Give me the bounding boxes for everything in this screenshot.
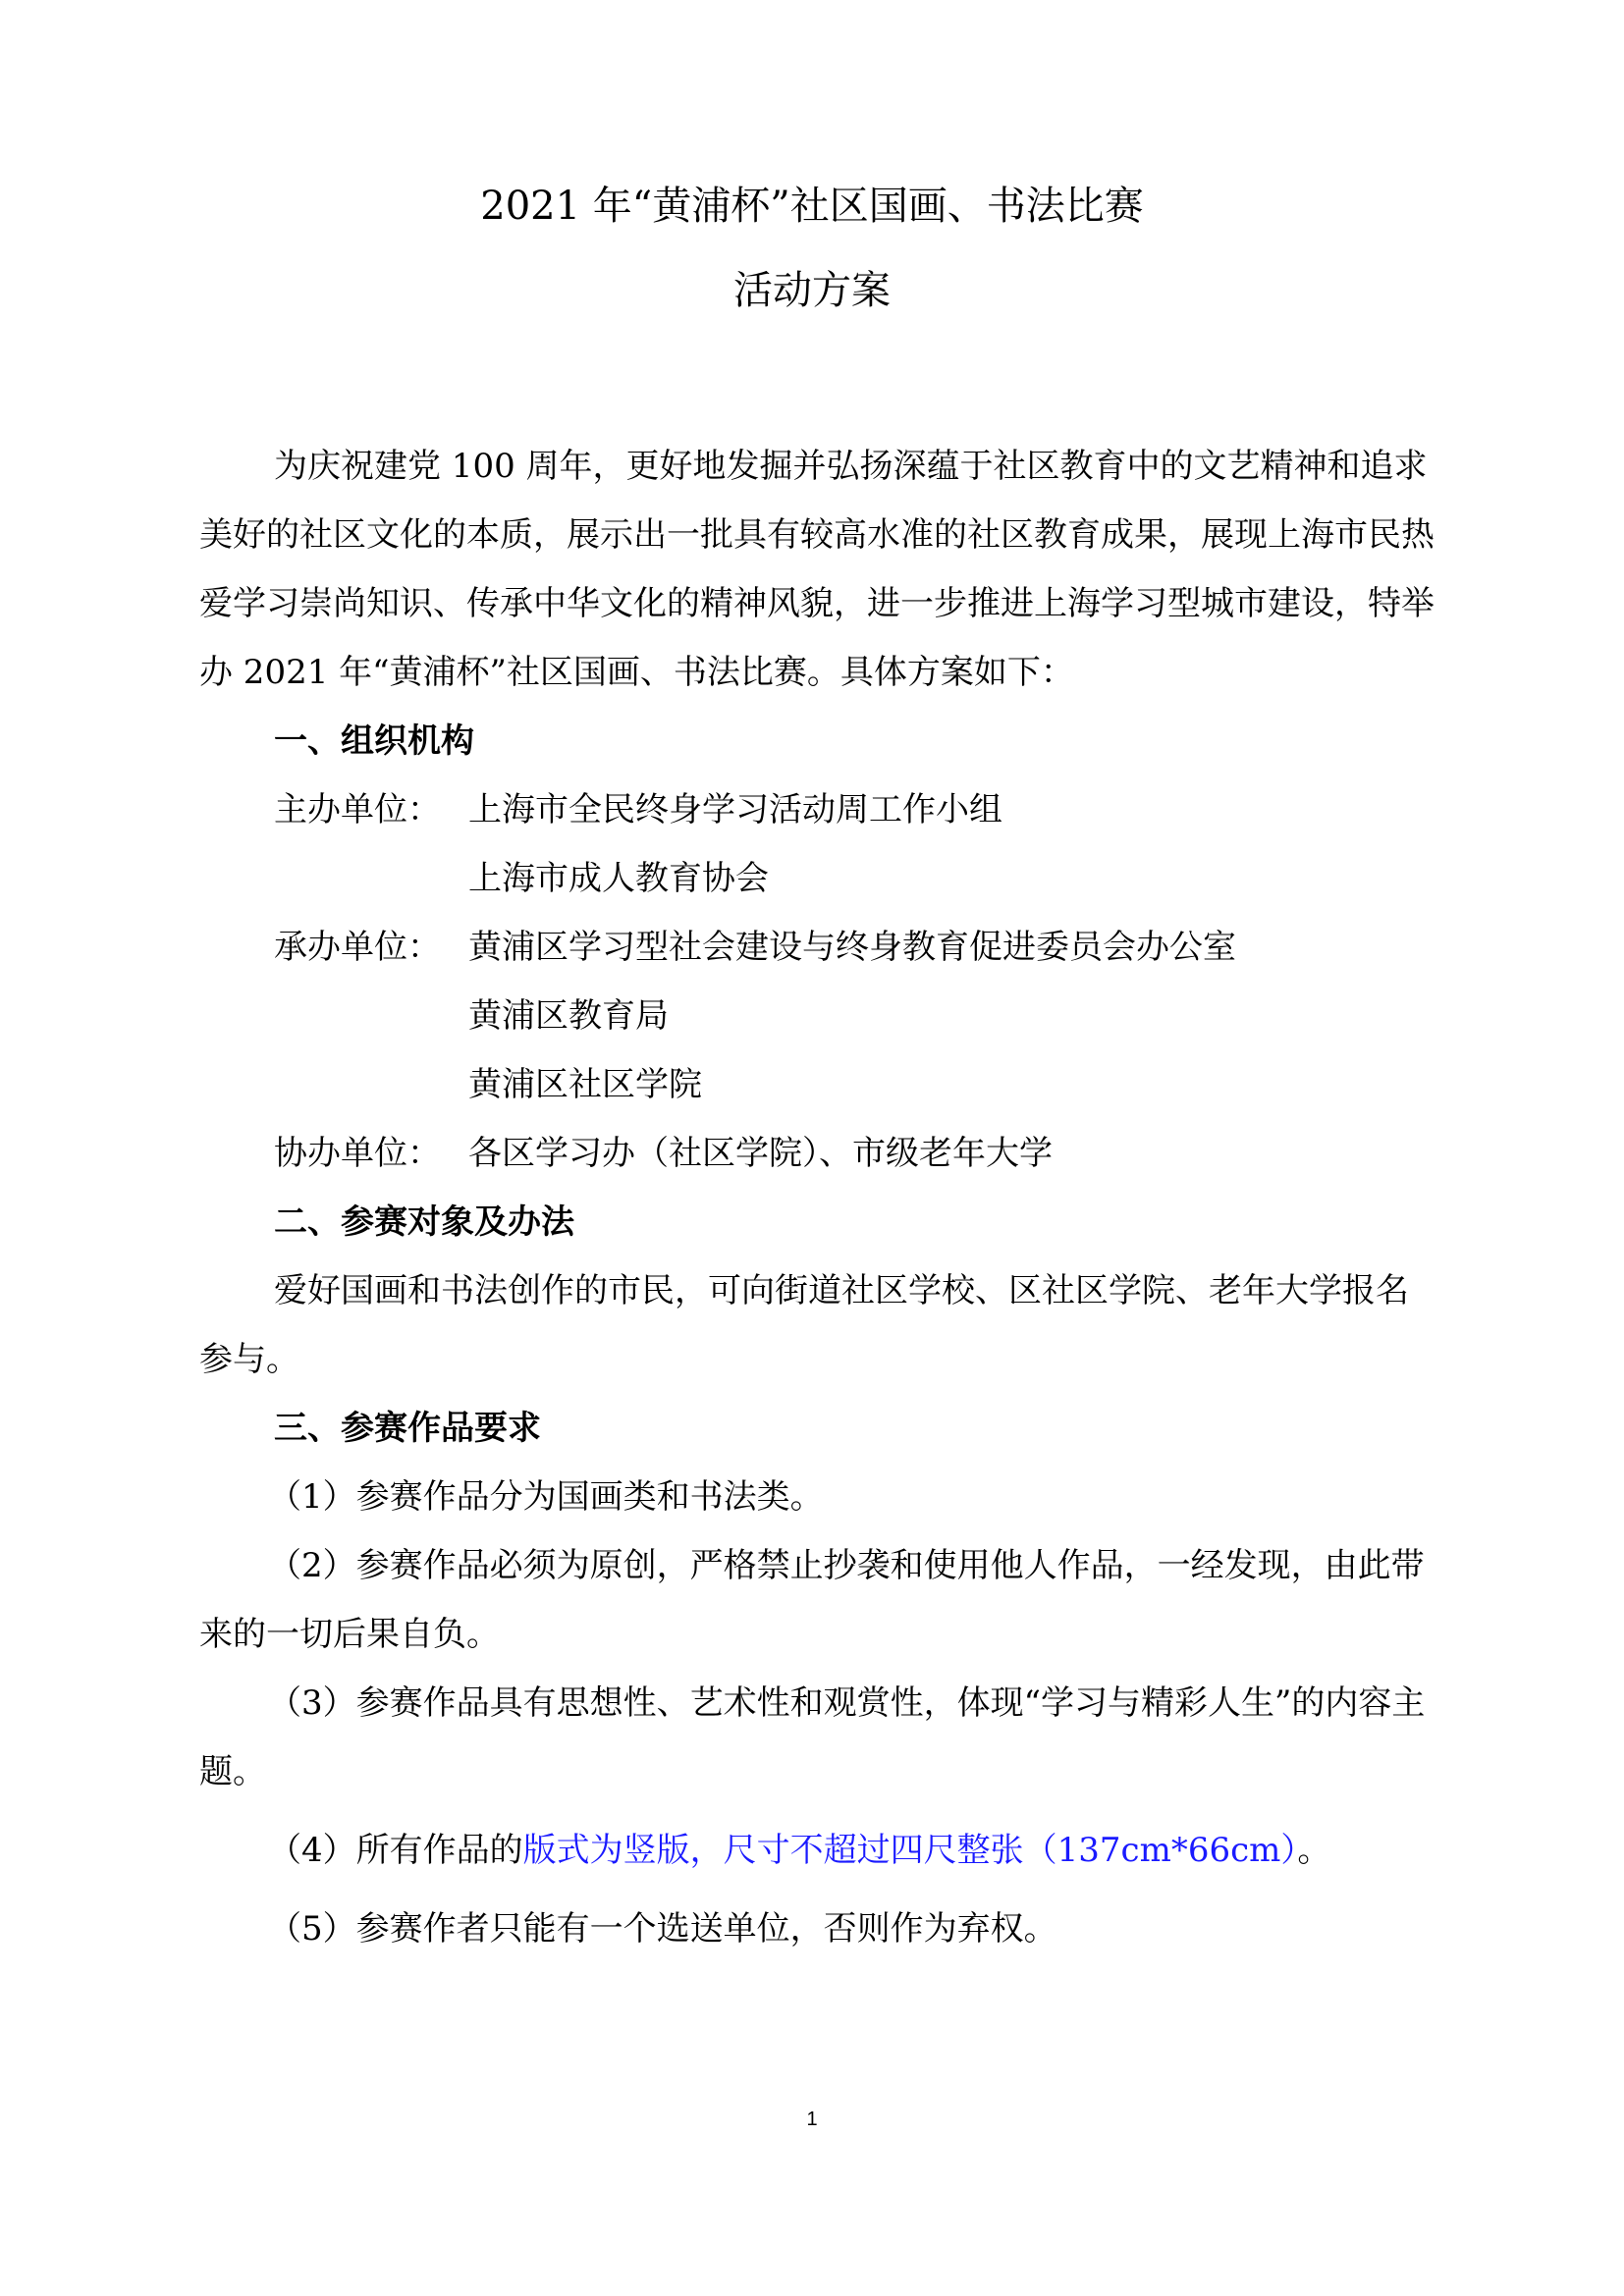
section-heading-requirements: 三、参赛作品要求 <box>274 1409 541 1448</box>
requirement-item: （5）参赛作者只能有一个选送单位，否则作为弃权。 <box>268 1909 1057 1949</box>
host-unit-value: 上海市全民终身学习活动周工作小组 <box>468 790 1002 829</box>
organizer-unit-value: 黄浦区社区学院 <box>468 1065 702 1104</box>
requirement-format-highlight: 版式为竖版，尺寸不超过四尺整张（137cm*66cm） <box>522 1831 1298 1870</box>
section-heading-participants: 二、参赛对象及办法 <box>274 1202 574 1242</box>
requirement-item-format <box>199 1816 1436 1885</box>
host-unit-label: 主办单位： <box>274 790 441 829</box>
requirement-item: （1）参赛作品分为国画类和书法类。 <box>268 1477 824 1517</box>
intro-paragraph: 为庆祝建党 100 周年，更好地发掘并弘扬深蕴于社区教育中的文艺精神和追求美好的社区文化的本质，展示出一批具有较高水准的社区教育成果，展现上海市民热爱学习崇尚知识、传承中华文化的精神风貌，进一步推进上海学习型城市建设，特举办 2021 年“黄浦杯”社区国画、书法比赛。具体方案如下： <box>199 447 1435 692</box>
section-heading-organization: 一、组织机构 <box>274 721 474 761</box>
participants-paragraph: 爱好国画和书法创作的市民，可向街道社区学校、区社区学院、老年大学报名参与。 <box>199 1271 1409 1379</box>
organizer-unit-row <box>199 913 1436 1119</box>
organizer-unit-label: 承办单位： <box>274 928 441 967</box>
co-organizer-row <box>199 1119 1436 1188</box>
document-body <box>199 432 1436 1963</box>
organizer-unit-value: 黄浦区教育局 <box>468 996 669 1036</box>
page-number: 1 <box>806 2109 818 2130</box>
co-organizer-label: 协办单位： <box>274 1134 441 1173</box>
requirement-item: （2）参赛作品必须为原创，严格禁止抄袭和使用他人作品，一经发现，由此带来的一切后果自负。 <box>199 1546 1425 1654</box>
requirement-format-suffix: 。 <box>1297 1831 1331 1870</box>
document-subtitle: 活动方案 <box>733 268 891 313</box>
requirement-format-prefix: （4）所有作品的 <box>268 1831 523 1870</box>
co-organizer-value: 各区学习办（社区学院）、市级老年大学 <box>468 1134 1053 1173</box>
requirement-item: （3）参赛作品具有思想性、艺术性和观赏性，体现“学习与精彩人生”的内容主题。 <box>199 1683 1426 1791</box>
organizer-unit-value: 黄浦区学习型社会建设与终身教育促进委员会办公室 <box>468 928 1236 967</box>
document-title: 2021 年“黄浦杯”社区国画、书法比赛 <box>480 184 1144 229</box>
host-unit-value: 上海市成人教育协会 <box>468 859 769 898</box>
host-unit-row <box>199 775 1436 913</box>
